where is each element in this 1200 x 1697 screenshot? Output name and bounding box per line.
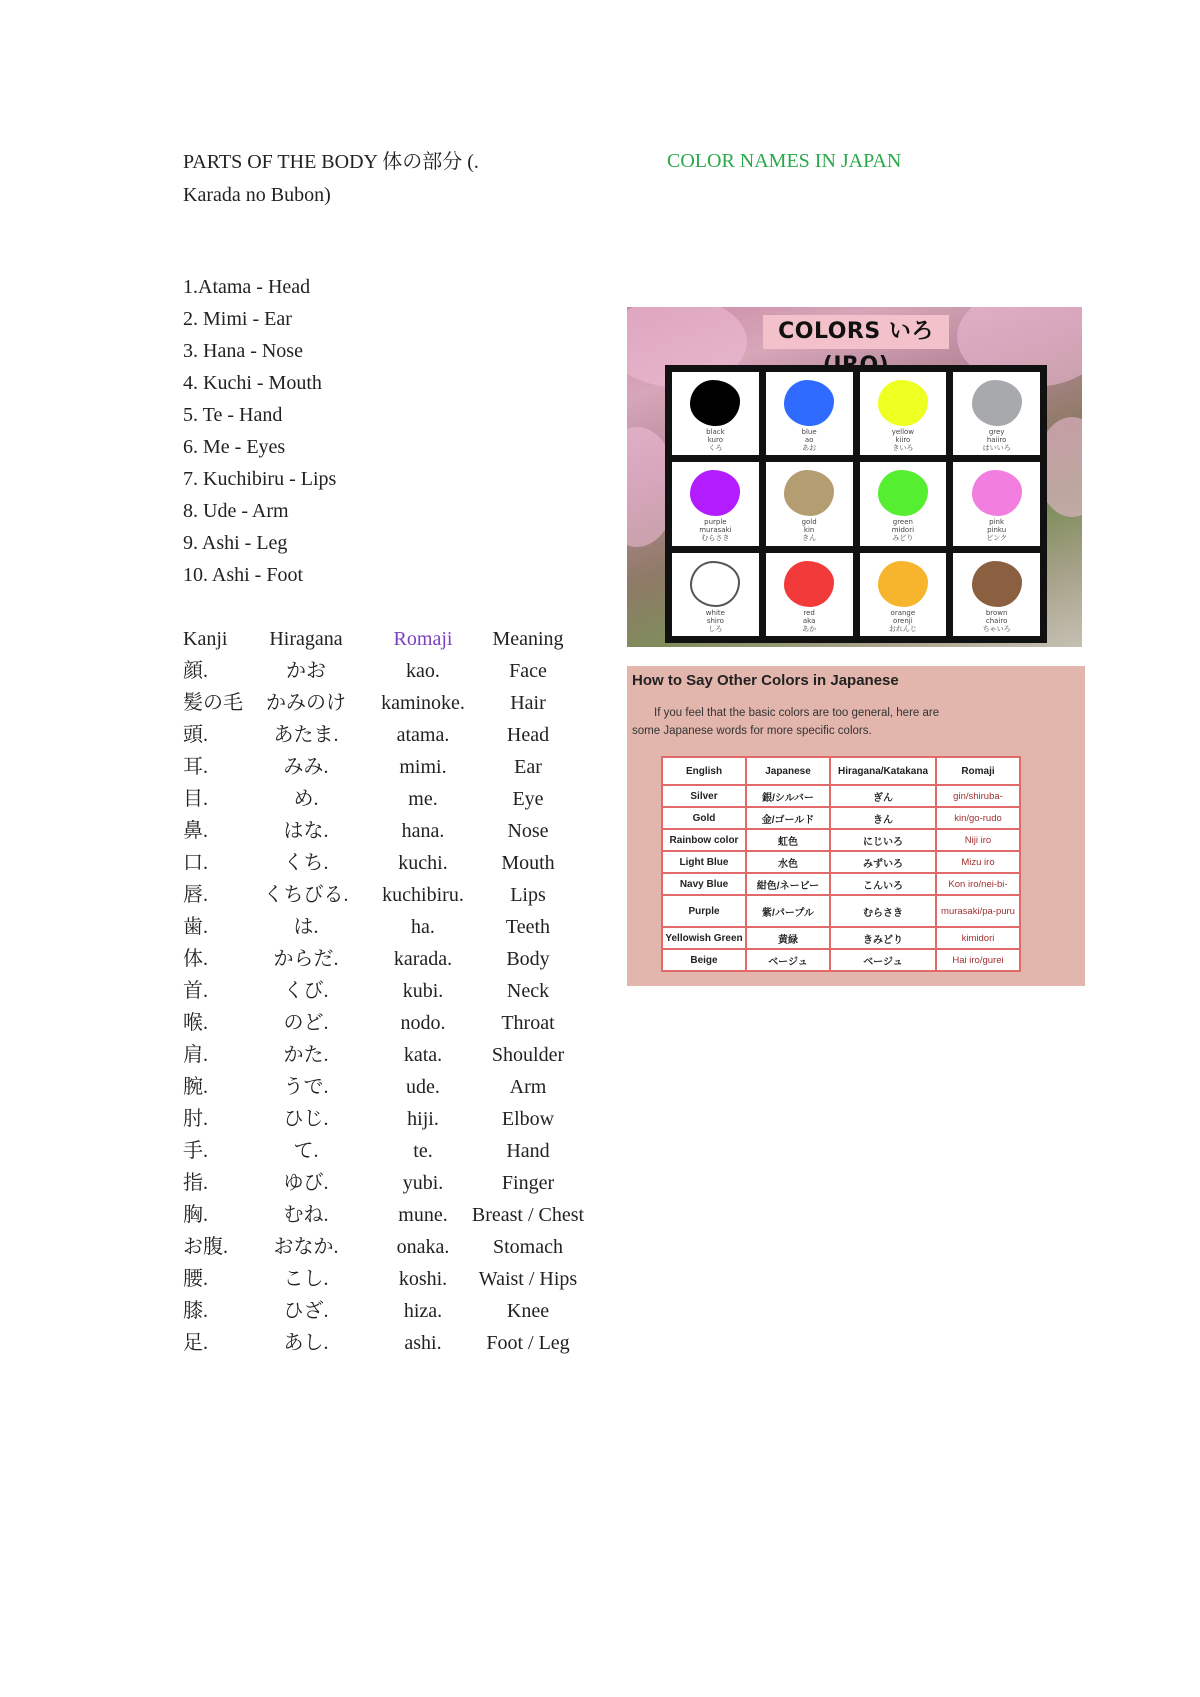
color-swatch-pink <box>953 462 1040 545</box>
color-label-romaji: chairo <box>985 616 1008 625</box>
vocab-row <box>0 1007 555 1039</box>
color-swatch-red <box>766 553 853 636</box>
color-label-english: gold <box>801 518 817 527</box>
color-blob <box>784 561 834 607</box>
vocab-meaning-cell: Body <box>506 948 550 970</box>
color-label-english: yellow <box>891 428 915 436</box>
vocab-row <box>0 1263 578 1295</box>
other-colors-cell: 黄緑 <box>746 927 830 949</box>
other-colors-title: How to Say Other Colors in Japanese <box>632 672 899 689</box>
vocab-meaning-cell: Shoulder <box>491 1044 565 1066</box>
vocab-romaji-cell: koshi. <box>398 1268 448 1290</box>
other-colors-cell: murasaki/pa-puru <box>936 895 1020 927</box>
color-label-romaji: aka <box>802 616 816 625</box>
vocab-romaji-cell: hiji. <box>407 1108 439 1130</box>
body-parts-title-line2: Karada no Bubon) <box>183 184 331 206</box>
other-colors-header-cell: Japanese <box>746 757 830 785</box>
vocab-hiragana-cell: て. <box>293 1140 319 1162</box>
color-swatch-label <box>672 428 759 452</box>
vocab-meaning-cell: Stomach <box>493 1236 563 1258</box>
color-label-kana: きん <box>802 534 817 543</box>
color-label-romaji: pinku <box>987 526 1007 535</box>
color-label-kana: ピンク <box>986 534 1008 543</box>
vocab-meaning-cell: Elbow <box>501 1108 555 1130</box>
other-colors-cell: きん <box>830 807 936 829</box>
vocab-kanji-cell: 目. <box>183 788 208 810</box>
vocab-row <box>0 1327 570 1359</box>
other-colors-header-cell: Hiragana/Katakana <box>830 757 936 785</box>
vocab-header-row <box>0 623 564 655</box>
vocab-meaning-cell: Breast / Chest <box>471 1204 585 1226</box>
vocab-meaning-cell: Face <box>509 660 547 682</box>
vocab-row <box>0 1103 555 1135</box>
color-blob <box>878 380 928 426</box>
color-label-kana: はいいろ <box>982 444 1011 452</box>
other-colors-panel <box>627 666 1085 986</box>
other-colors-cell: Silver <box>662 785 746 807</box>
vocab-kanji-cell: 膝. <box>183 1300 208 1322</box>
other-colors-row <box>662 949 1020 971</box>
vocab-romaji-cell: ashi. <box>404 1332 442 1354</box>
color-swatch-orange <box>860 553 947 636</box>
color-blob <box>690 561 740 607</box>
color-swatch-label <box>860 428 947 452</box>
vocab-kanji-cell: 喉. <box>183 1012 208 1034</box>
color-blob <box>972 470 1022 516</box>
vocab-romaji-cell: ude. <box>406 1076 440 1098</box>
vocab-meaning-cell: Mouth <box>501 852 555 874</box>
vocab-row <box>0 783 544 815</box>
vocab-hiragana-cell: からだ. <box>273 948 339 970</box>
vocab-kanji-cell: 髪の毛 <box>183 692 243 714</box>
color-swatch-black <box>672 372 759 455</box>
vocab-hiragana-cell: かみのけ <box>266 692 346 714</box>
vocab-meaning-cell: Teeth <box>505 916 551 938</box>
color-label-kana: きいろ <box>892 444 914 452</box>
vocab-kanji-cell: 頭. <box>183 724 208 746</box>
other-colors-cell: むらさき <box>830 895 936 927</box>
color-swatch-label <box>953 518 1040 542</box>
vocab-hiragana-cell: むね. <box>283 1204 329 1226</box>
vocab-meaning-cell: Throat <box>501 1012 555 1034</box>
color-swatch-label <box>766 609 853 633</box>
vocab-hiragana-cell: のど. <box>283 1012 329 1034</box>
vocab-row <box>0 847 555 879</box>
color-swatch-label <box>672 518 759 542</box>
other-colors-row <box>662 851 1020 873</box>
vocab-row <box>0 911 551 943</box>
vocab-hiragana-header: Hiragana <box>269 628 343 650</box>
color-label-english: black <box>706 428 725 436</box>
color-label-kana: おれんじ <box>888 624 917 633</box>
vocab-kanji-cell: 腰. <box>183 1268 208 1290</box>
vocab-meaning-cell: Neck <box>506 980 550 1002</box>
body-part-list-item: 4. Kuchi - Mouth <box>183 372 322 394</box>
vocab-row <box>0 1199 585 1231</box>
color-blob <box>972 380 1022 426</box>
color-swatch-label <box>766 428 853 452</box>
vocab-row <box>0 1039 565 1071</box>
body-part-list-item: 7. Kuchibiru - Lips <box>183 468 337 490</box>
color-swatch-label <box>860 609 947 633</box>
other-colors-cell: Yellowish Green <box>662 927 746 949</box>
other-colors-cell: きみどり <box>830 927 936 949</box>
vocab-row <box>0 687 546 719</box>
other-colors-cell: Niji iro <box>936 829 1020 851</box>
vocab-hiragana-cell: め. <box>293 788 319 810</box>
vocab-row <box>0 655 547 687</box>
vocab-meaning-cell: Nose <box>507 820 549 842</box>
vocab-romaji-cell: kuchi. <box>398 852 448 874</box>
vocab-hiragana-cell: ひざ. <box>283 1300 329 1322</box>
vocab-meaning-cell: Eye <box>512 788 544 810</box>
other-colors-cell: Purple <box>662 895 746 927</box>
vocab-romaji-cell: hiza. <box>403 1300 443 1322</box>
vocab-row <box>0 943 550 975</box>
vocab-row <box>0 1167 555 1199</box>
other-colors-cell: Light Blue <box>662 851 746 873</box>
body-part-list-item: 1.Atama - Head <box>183 276 311 298</box>
vocab-kanji-cell: 胸. <box>183 1204 208 1226</box>
vocab-row <box>0 751 542 783</box>
other-colors-cell: Hai iro/gurei <box>936 949 1020 971</box>
vocab-meaning-cell: Lips <box>510 884 546 906</box>
vocab-hiragana-cell: くち. <box>283 852 329 874</box>
vocab-romaji-cell: hana. <box>401 820 445 842</box>
other-colors-cell: 銀/シルバー <box>746 785 830 807</box>
vocab-meaning-cell: Knee <box>506 1300 550 1322</box>
vocab-hiragana-cell: ひじ. <box>283 1108 329 1130</box>
vocab-romaji-cell: yubi. <box>402 1172 444 1194</box>
vocab-row <box>0 879 546 911</box>
vocab-meaning-cell: Foot / Leg <box>486 1332 570 1354</box>
color-blob <box>784 470 834 516</box>
color-label-kana: くろ <box>708 444 723 452</box>
other-colors-cell: kimidori <box>936 927 1020 949</box>
body-part-list-item: 5. Te - Hand <box>183 404 283 426</box>
vocab-hiragana-cell: あし. <box>283 1332 329 1354</box>
vocab-romaji-cell: te. <box>413 1140 433 1162</box>
vocab-kanji-cell: 肘. <box>183 1108 208 1130</box>
vocab-kanji-cell: 腕. <box>183 1076 208 1098</box>
color-swatch-label <box>953 428 1040 452</box>
vocab-romaji-cell: onaka. <box>396 1236 450 1258</box>
color-label-romaji: haiiro <box>986 436 1007 444</box>
other-colors-intro: If you feel that the basic colors are too general, here are some Japanese words for more specific colors. <box>632 707 940 737</box>
other-colors-cell: Rainbow color <box>662 829 746 851</box>
vocab-romaji-cell: mimi. <box>399 756 447 778</box>
body-part-list-item: 9. Ashi - Leg <box>183 532 288 554</box>
color-blob <box>878 470 928 516</box>
other-colors-row <box>662 785 1020 807</box>
body-part-list-item: 6. Me - Eyes <box>183 436 286 458</box>
color-label-romaji: orenji <box>893 616 913 625</box>
color-label-romaji: midori <box>891 526 915 535</box>
vocab-meaning-cell: Hair <box>510 692 546 714</box>
color-swatch-brown <box>953 553 1040 636</box>
colors-image-title: COLORS いろ <box>763 315 949 349</box>
vocab-row <box>0 815 549 847</box>
color-label-romaji: shiro <box>706 616 724 625</box>
vocab-row <box>0 1071 547 1103</box>
color-label-romaji: kuro <box>707 436 724 444</box>
vocab-meaning-cell: Head <box>506 724 550 746</box>
other-colors-cell: gin/shiruba- <box>936 785 1020 807</box>
vocab-hiragana-cell: くび. <box>283 980 329 1002</box>
vocab-row <box>0 1295 550 1327</box>
color-swatch-gold <box>766 462 853 545</box>
other-colors-header-cell: English <box>662 757 746 785</box>
color-swatch-label <box>860 518 947 542</box>
other-colors-cell: 紫/パープル <box>746 895 830 927</box>
other-colors-cell: Beige <box>662 949 746 971</box>
color-swatch-grid <box>665 365 1047 643</box>
other-colors-row <box>662 895 1020 927</box>
vocab-kanji-cell: 指. <box>183 1172 208 1194</box>
vocab-romaji-cell: nodo. <box>400 1012 446 1034</box>
other-colors-row <box>662 927 1020 949</box>
vocab-kanji-header: Kanji <box>183 628 228 650</box>
other-colors-cell: Kon iro/nei-bi- <box>936 873 1020 895</box>
body-part-list-item: 8. Ude - Arm <box>183 500 289 522</box>
vocab-kanji-cell: 肩. <box>183 1044 208 1066</box>
other-colors-cell: Navy Blue <box>662 873 746 895</box>
color-label-english: red <box>803 608 815 617</box>
color-label-english: white <box>705 608 725 617</box>
color-label-romaji: kin <box>803 526 815 535</box>
color-label-english: orange <box>890 608 916 617</box>
other-colors-row <box>662 807 1020 829</box>
vocab-kanji-cell: 耳. <box>183 756 208 778</box>
other-colors-cell: ベージュ <box>830 949 936 971</box>
color-label-romaji: ao <box>804 436 814 444</box>
vocab-hiragana-cell: はな. <box>283 820 329 842</box>
vocab-romaji-header: Romaji <box>393 628 453 650</box>
vocab-hiragana-cell: こし. <box>283 1268 329 1290</box>
body-parts-title <box>183 146 523 212</box>
color-swatch-yellow <box>860 372 947 455</box>
other-colors-row <box>662 873 1020 895</box>
color-label-kana: しろ <box>708 624 723 633</box>
vocab-romaji-cell: kubi. <box>402 980 444 1002</box>
color-swatch-purple <box>672 462 759 545</box>
vocab-kanji-cell: お腹. <box>183 1236 228 1258</box>
color-label-english: pink <box>989 518 1005 527</box>
other-colors-row <box>662 829 1020 851</box>
vocab-kanji-cell: 体. <box>183 948 208 970</box>
color-label-kana: みどり <box>892 534 914 543</box>
vocab-kanji-cell: 口. <box>183 852 208 874</box>
body-parts-title-line1: PARTS OF THE BODY 体の部分 (. <box>183 151 479 173</box>
color-swatch-blue <box>766 372 853 455</box>
vocab-romaji-cell: kaminoke. <box>381 692 465 714</box>
vocab-hiragana-cell: くちびる. <box>263 884 349 906</box>
other-colors-cell: Gold <box>662 807 746 829</box>
other-colors-cell: 水色 <box>746 851 830 873</box>
color-swatch-green <box>860 462 947 545</box>
color-blob <box>878 561 928 607</box>
color-label-english: blue <box>801 428 817 436</box>
vocab-romaji-cell: karada. <box>393 948 453 970</box>
vocab-row <box>0 1231 563 1263</box>
vocab-hiragana-cell: おなか. <box>273 1236 339 1258</box>
other-colors-cell: kin/go-rudo <box>936 807 1020 829</box>
body-part-list-item: 3. Hana - Nose <box>183 340 303 362</box>
other-colors-cell: ぎん <box>830 785 936 807</box>
color-blob <box>972 561 1022 607</box>
vocab-romaji-cell: mune. <box>398 1204 448 1226</box>
vocab-kanji-cell: 顔. <box>183 660 208 682</box>
vocab-romaji-cell: kuchibiru. <box>382 884 464 906</box>
vocab-meaning-cell: Arm <box>509 1076 547 1098</box>
body-part-list-item: 10. Ashi - Foot <box>183 564 304 586</box>
vocab-meaning-header: Meaning <box>492 628 564 650</box>
vocab-meaning-cell: Hand <box>506 1140 550 1162</box>
vocab-kanji-cell: 足. <box>183 1332 208 1354</box>
colors-chart-image <box>627 307 1082 647</box>
color-label-kana: ちゃいろ <box>982 624 1011 633</box>
vocab-hiragana-cell: かお <box>286 660 326 682</box>
color-swatch-label <box>672 609 759 633</box>
other-colors-cell: 紺色/ネービー <box>746 873 830 895</box>
color-swatch-white <box>672 553 759 636</box>
color-blob <box>690 380 740 426</box>
vocab-hiragana-cell: あたま. <box>273 724 339 746</box>
vocab-row <box>0 975 550 1007</box>
vocab-romaji-cell: atama. <box>396 724 450 746</box>
color-label-english: brown <box>985 608 1008 617</box>
body-part-list-item: 2. Mimi - Ear <box>183 308 292 330</box>
other-colors-cell: にじいろ <box>830 829 936 851</box>
color-label-romaji: kiiro <box>895 436 911 444</box>
other-colors-cell: 虹色 <box>746 829 830 851</box>
vocab-kanji-cell: 鼻. <box>183 820 208 842</box>
color-label-english: green <box>892 518 913 527</box>
vocab-hiragana-cell: みみ. <box>283 756 329 778</box>
vocab-hiragana-cell: ゆび. <box>283 1172 329 1194</box>
color-blob <box>690 470 740 516</box>
color-label-english: purple <box>704 518 727 527</box>
vocab-meaning-cell: Finger <box>501 1172 555 1194</box>
vocab-romaji-cell: kata. <box>403 1044 443 1066</box>
vocab-meaning-cell: Waist / Hips <box>478 1268 578 1290</box>
other-colors-table <box>661 756 1021 972</box>
other-colors-header-cell: Romaji <box>936 757 1020 785</box>
color-label-english: grey <box>988 428 1005 436</box>
vocab-romaji-cell: me. <box>408 788 438 810</box>
other-colors-cell: 金/ゴールド <box>746 807 830 829</box>
other-colors-cell: ベージュ <box>746 949 830 971</box>
color-blob <box>784 380 834 426</box>
other-colors-cell: みずいろ <box>830 851 936 873</box>
color-label-kana: あお <box>802 444 817 452</box>
vocab-kanji-cell: 手. <box>183 1140 208 1162</box>
color-swatch-grey <box>953 372 1040 455</box>
color-names-title: COLOR NAMES IN JAPAN <box>667 150 902 172</box>
vocab-hiragana-cell: は. <box>293 916 319 938</box>
color-label-kana: むらさき <box>701 534 730 543</box>
vocab-hiragana-cell: うで. <box>283 1076 329 1098</box>
vocab-romaji-cell: ha. <box>411 916 435 938</box>
color-swatch-label <box>766 518 853 542</box>
vocab-kanji-cell: 歯. <box>183 916 208 938</box>
other-colors-cell: Mizu iro <box>936 851 1020 873</box>
vocab-kanji-cell: 唇. <box>183 884 208 906</box>
vocab-row <box>0 1135 550 1167</box>
color-label-kana: あか <box>802 624 817 633</box>
vocab-kanji-cell: 首. <box>183 980 208 1002</box>
vocab-romaji-cell: kao. <box>406 660 440 682</box>
color-label-romaji: murasaki <box>699 526 732 535</box>
vocab-meaning-cell: Ear <box>514 756 542 778</box>
vocab-row <box>0 719 550 751</box>
color-swatch-label <box>953 609 1040 633</box>
vocab-hiragana-cell: かた. <box>283 1044 329 1066</box>
other-colors-cell: こんいろ <box>830 873 936 895</box>
